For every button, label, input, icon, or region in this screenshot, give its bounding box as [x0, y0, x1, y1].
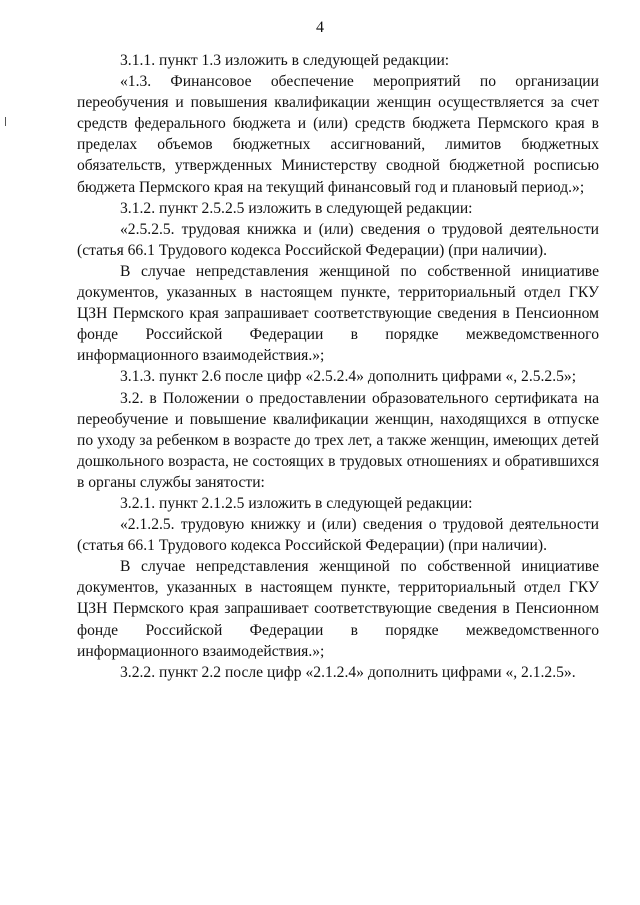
paragraph-3-2: 3.2. в Положении о предоставлении образовательного сертификата на переобучение и повышение квалификации женщин, находящихся в отпуске по уходу за ребенком в возрасте до трех лет, а также женщин, имеющих детей дошкольного возраста, не состоящих в трудовых отношениях и обратившихся в органы службы занятости:	[77, 389, 599, 491]
paragraph-quote-2-1-2-5: «2.1.2.5. трудовую книжку и (или) сведения о трудовой деятельности (статья 66.1 Трудового кодекса Российской Федерации) (при наличии).	[77, 516, 599, 555]
paragraph-3-1-2: 3.1.2. пункт 2.5.2.5 изложить в следующей редакции:	[120, 199, 473, 217]
paragraph-nonsubmission-1: В случае непредставления женщиной по собственной инициативе документов, указанных в настоящем пункте, территориальный отдел ГКУ ЦЗН Пермского края запрашивает соответствующие сведения в Пенсионном фонде Российской Федерации в порядке межведомственного информационного взаимодействия.»;	[77, 262, 599, 365]
paragraph-3-1-1: 3.1.1. пункт 1.3 изложить в следующей редакции:	[120, 52, 450, 69]
paragraph-quote-1-3: «1.3. Финансовое обеспечение мероприятий по организации переобучения и повышения квалификации женщин осуществляется за счет средств федерального бюджета и (или) средств бюджета Пермского края в пределах объемов бюджетных ассигнований, лимитов бюджетных обязательств, утвержденных Министерству сводной бюджетной росписью бюджета Пермского края на текущий финансовый год и плановый период.»;	[77, 73, 599, 196]
paragraph-nonsubmission-2: В случае непредставления женщиной по собственной инициативе документов, указанных в настоящем пункте, территориальный отдел ГКУ ЦЗН Пермского края запрашивает соответствующие сведения в Пенсионном фонде Российской Федерации в порядке межведомственного информационного взаимодействия.»;	[77, 558, 599, 660]
paragraph-3-1-3: 3.1.3. пункт 2.6 после цифр «2.5.2.4» дополнить цифрами «, 2.5.2.5»;	[120, 368, 577, 386]
paragraph-3-2-1: 3.2.1. пункт 2.1.2.5 изложить в следующей редакции:	[120, 494, 473, 512]
paragraph-quote-2-5-2-5: «2.5.2.5. трудовая книжка и (или) сведения о трудовой деятельности (статья 66.1 Трудового кодекса Российской Федерации) (при наличии).	[77, 220, 599, 259]
document-body	[77, 50, 599, 683]
paragraph-3-2-2: 3.2.2. пункт 2.2 после цифр «2.1.2.4» дополнить цифрами «, 2.1.2.5».	[120, 663, 576, 681]
scan-edge-mark	[5, 117, 6, 126]
page-number: 4	[316, 19, 324, 36]
